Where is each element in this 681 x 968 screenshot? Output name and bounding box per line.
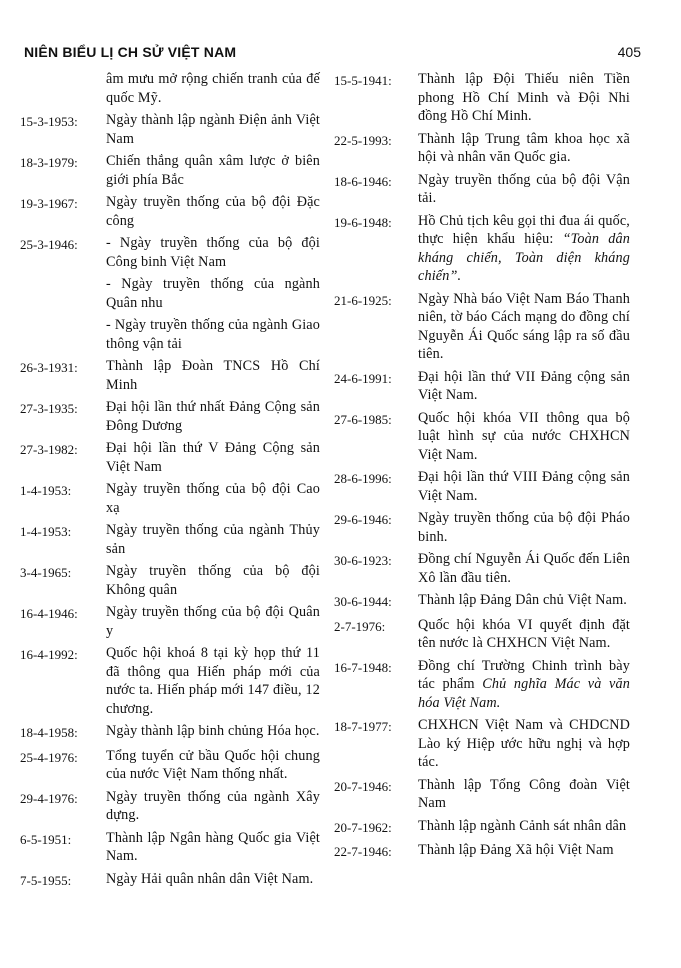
entry-text (106, 234, 320, 353)
entry-paragraph: Quốc hội khóa VII thông qua bộ luật hình sự của nước CHXHCN Việt Nam. (418, 409, 630, 463)
entry-paragraph: Ngày truyền thống của bộ đội Cao xạ (106, 481, 320, 516)
timeline-entry (20, 644, 320, 718)
entry-date: 18-6-1946: (334, 173, 392, 189)
timeline-entry (20, 870, 320, 891)
entry-text (418, 716, 630, 772)
timeline-entry (334, 130, 630, 167)
entry-text (106, 152, 320, 189)
entry-text (106, 788, 320, 825)
entry-paragraph: Ngày Hải quân nhân dân Việt Nam. (106, 870, 314, 887)
entry-text (418, 591, 630, 612)
entry-paragraph: Đại hội lần thứ VII Đảng cộng sản Việt Nam. (418, 368, 630, 403)
right-column (334, 70, 630, 866)
left-column (20, 70, 320, 894)
entry-paragraph: Ngày truyền thống của ngành Thủy sản (106, 522, 320, 557)
timeline-entry (334, 841, 630, 862)
entry-paragraph: - Ngày truyền thống của bộ đội Công binh Việt Nam (106, 235, 320, 270)
entry-date: 30-6-1923: (334, 553, 392, 568)
entry-date: 2-7-1976: (334, 618, 386, 634)
entry-text (106, 521, 320, 558)
entry-date: 1-4-1953: (20, 483, 72, 498)
entry-paragraph: Tổng tuyển cử bầu Quốc hội chung của nước Việt Nam thống nhất. (106, 747, 320, 782)
entry-paragraph: Ngày truyền thống của ngành Xây dựng. (106, 788, 320, 823)
entry-date: 6-5-1951: (20, 831, 72, 847)
timeline-entry (334, 409, 630, 465)
timeline-entry (334, 776, 630, 813)
timeline-entry (334, 657, 630, 713)
timeline-entry (20, 562, 320, 599)
entry-date: 15-3-1953: (20, 114, 78, 129)
timeline-entry (20, 747, 320, 784)
entry-text (106, 603, 320, 640)
timeline-entry (334, 550, 630, 587)
entry-paragraph: Đại hội lần thứ nhất Đảng Cộng sản Đông Dương (106, 399, 320, 434)
entry-date: 29-6-1946: (334, 512, 392, 527)
entry-paragraph: Đồng chí Nguyễn Ái Quốc đến Liên Xô lần đầu tiên. (418, 551, 630, 586)
entry-date: 21-6-1925: (334, 292, 392, 308)
entry-text (418, 468, 630, 505)
timeline-entry (20, 722, 320, 743)
entry-text (106, 111, 320, 148)
entry-date: 29-4-1976: (20, 790, 78, 806)
page-number: 405 (617, 44, 641, 60)
entry-date: 19-3-1967: (20, 196, 78, 211)
timeline-entry (20, 439, 320, 476)
entry-paragraph: Thành lập ngành Cảnh sát nhân dân (418, 817, 627, 834)
timeline-entry (334, 817, 630, 838)
timeline-entry (334, 171, 630, 208)
entry-paragraph-body: Hồ Chủ tịch kêu gọi thi đua ái quốc, thực hiện khẩu hiệu: (418, 212, 630, 247)
entry-paragraph: Ngày thành lập ngành Điện ảnh Việt Nam (106, 112, 320, 147)
entry-text (418, 817, 630, 838)
entry-date: 24-6-1991: (334, 370, 392, 386)
timeline-entry (334, 716, 630, 772)
timeline-entry (20, 398, 320, 435)
timeline-entry (20, 357, 320, 394)
entry-paragraph: Thành lập Tổng Công đoàn Việt Nam (418, 776, 630, 811)
entry-paragraph: Ngày truyền thống của bộ đội Vận tải. (418, 171, 630, 206)
entry-text (418, 616, 630, 653)
timeline-entry (334, 212, 630, 286)
timeline-entry (20, 70, 320, 107)
entry-paragraph: Thành lập Đảng Xã hội Việt Nam (418, 842, 614, 858)
entry-paragraph (418, 657, 630, 713)
entry-date: 27-6-1985: (334, 411, 392, 427)
entry-text (106, 747, 320, 784)
entry-text (106, 70, 320, 107)
entry-paragraph: CHXHCN Việt Nam và CHDCND Lào ký Hiệp ước hữu nghị và hợp tác. (418, 717, 630, 770)
entry-date: 19-6-1948: (334, 214, 392, 230)
entry-date: 25-4-1976: (20, 749, 78, 765)
entry-text (106, 644, 320, 718)
entry-italic-text: “Toàn dân kháng chiến, Toàn diện kháng chiến”. (418, 231, 631, 284)
entry-text (106, 722, 320, 743)
entry-paragraph: Ngày truyền thống của bộ đội Pháo binh. (418, 510, 630, 545)
entry-date: 20-7-1962: (334, 819, 392, 835)
timeline-entry (20, 829, 320, 866)
timeline-entry (20, 480, 320, 517)
entry-paragraph (418, 212, 630, 286)
entry-text (106, 562, 320, 599)
entry-date: 22-5-1993: (334, 132, 392, 148)
entry-paragraph: Đại hội lần thứ VIII Đảng cộng sản Việt Nam. (418, 469, 630, 504)
entry-text (418, 171, 630, 208)
entry-paragraph: âm mưu mở rộng chiến tranh của đế quốc Mỹ. (106, 71, 320, 106)
entry-text (418, 212, 630, 286)
entry-text (106, 870, 320, 891)
entry-date: 28-6-1996: (334, 471, 392, 486)
entry-paragraph: Ngày truyền thống của bộ đội Quân y (106, 604, 320, 639)
timeline-entry (334, 591, 630, 612)
entry-text (418, 657, 630, 713)
entry-text (106, 357, 320, 394)
entry-date: 1-4-1953: (20, 524, 72, 539)
timeline-entry (334, 468, 630, 505)
entry-paragraph: Thành lập Ngân hàng Quốc gia Việt Nam. (106, 829, 320, 864)
entry-paragraph: Đại hội lần thứ V Đảng Cộng sản Việt Nam (106, 440, 320, 475)
entry-text (418, 550, 630, 587)
entry-paragraph: - Ngày truyền thống của ngành Giao thông vận tải (106, 317, 320, 352)
entry-paragraph: Ngày Nhà báo Việt Nam Báo Thanh niên, tờ báo Cách mạng do đồng chí Nguyễn Ái Quốc sáng lập ra số đầu tiên. (418, 290, 630, 362)
entry-date: 7-5-1955: (20, 872, 72, 888)
entry-date: 25-3-1946: (20, 237, 78, 252)
entry-paragraph: Chiến thắng quân xâm lược ở biên giới phía Bắc (106, 153, 320, 188)
entry-paragraph: - Ngày truyền thống của ngành Quân nhu (106, 276, 320, 311)
page-header (24, 44, 657, 66)
entry-italic-text: Chủ nghĩa Mác và văn hóa Việt Nam. (418, 676, 630, 711)
entry-date: 16-4-1946: (20, 606, 78, 621)
timeline-entry (20, 603, 320, 640)
entry-date: 27-3-1935: (20, 401, 78, 416)
entry-text (418, 776, 630, 813)
entry-text (106, 398, 320, 435)
entry-paragraph: Thành lập Đảng Dân chủ Việt Nam. (418, 592, 627, 608)
page-running-title: NIÊN BIỂU LỊ CH SỬ VIỆT NAM (24, 44, 237, 60)
entry-paragraph-body: Đồng chí Trường Chinh trình bày tác phẩm (418, 657, 630, 692)
entry-paragraph: Ngày truyền thống của bộ đội Đặc công (106, 194, 320, 229)
entry-paragraph: Ngày thành lập binh chủng Hóa học. (106, 723, 320, 739)
entry-text (418, 130, 630, 167)
entry-paragraph: Ngày truyền thống của bộ đội Không quân (106, 563, 320, 598)
entry-date: 18-7-1977: (334, 719, 392, 734)
entry-date: 30-6-1944: (334, 594, 392, 609)
entry-paragraph: Quốc hội khóa VI quyết định đặt tên nước là CHXHCN Việt Nam. (418, 616, 630, 651)
entry-date: 18-4-1958: (20, 725, 78, 740)
entry-text (106, 829, 320, 866)
timeline-entry (334, 290, 630, 364)
entry-text (418, 290, 630, 364)
entry-date: 16-7-1948: (334, 659, 392, 675)
timeline-entry (20, 193, 320, 230)
entry-text (106, 193, 320, 230)
entry-date: 22-7-1946: (334, 844, 392, 859)
entry-text (418, 70, 630, 126)
entry-date (20, 70, 106, 107)
timeline-entry (20, 234, 320, 353)
entry-paragraph: Thành lập Đội Thiếu niên Tiền phong Hồ Chí Minh và Đội Nhi đồng Hồ Chí Minh. (418, 71, 630, 124)
timeline-entry (20, 788, 320, 825)
entry-date: 27-3-1982: (20, 442, 78, 457)
entry-paragraph: Quốc hội khoá 8 tại kỳ họp thứ 11 đã thông qua Hiến pháp mới của nước ta. Hiến pháp mới 147 điều, 12 chương. (106, 645, 320, 717)
timeline-entry (334, 70, 630, 126)
entry-paragraph: Thành lập Đoàn TNCS Hồ Chí Minh (106, 358, 320, 393)
timeline-entry (334, 368, 630, 405)
entry-text (418, 509, 630, 546)
timeline-entry (20, 521, 320, 558)
entry-text (418, 368, 630, 405)
entry-date: 15-5-1941: (334, 73, 392, 88)
entry-date: 26-3-1931: (20, 360, 78, 375)
entry-text (418, 409, 630, 465)
entry-date: 18-3-1979: (20, 155, 78, 170)
entry-date: 16-4-1992: (20, 647, 78, 662)
timeline-entry (20, 111, 320, 148)
entry-date: 3-4-1965: (20, 565, 72, 580)
entry-text (106, 439, 320, 476)
timeline-entry (20, 152, 320, 189)
timeline-entry (334, 509, 630, 546)
entry-text (106, 480, 320, 517)
entry-text (418, 841, 630, 862)
entry-paragraph: Thành lập Trung tâm khoa học xã hội và nhân văn Quốc gia. (418, 130, 630, 165)
entry-date: 20-7-1946: (334, 778, 392, 794)
timeline-entry (334, 616, 630, 653)
